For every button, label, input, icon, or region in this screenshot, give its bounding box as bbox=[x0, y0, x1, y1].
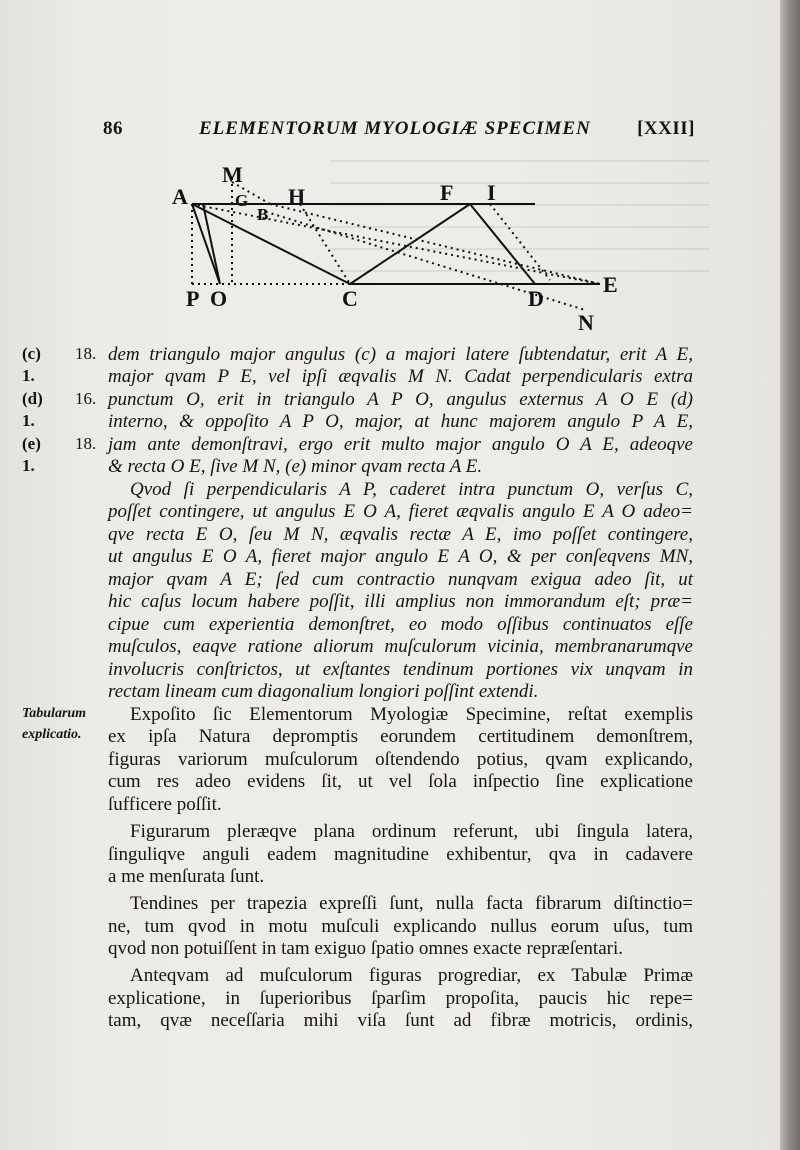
side-label: Tabularum bbox=[22, 706, 87, 721]
text-line: figuras variorum muſculorum oſtendendo potius, qvam explicando, bbox=[108, 749, 693, 770]
margin-note-ref: (d) bbox=[22, 389, 43, 408]
text-line: explicatione, in ſuperioribus ſparſim propoſita, paucis hic repe= bbox=[108, 988, 693, 1009]
label-C: C bbox=[342, 286, 358, 311]
text-line: poſſet contingere, ut angulus E O A, fieret æqvalis angulo E A O adeo= bbox=[108, 501, 693, 522]
text-line: interno, & oppoſito A P O, major, at hunc majorem angulo P A E, bbox=[108, 411, 693, 432]
book-spine-shadow bbox=[780, 0, 800, 1150]
text-line: hic caſus locum habere poſſit, illi amplius non immorandum eſt; præ= bbox=[108, 591, 693, 612]
side-label: explicatio. bbox=[22, 727, 82, 742]
text-line: Tendines per trapezia expreſſi ſunt, nulla facta fibrarum diſtinctio= bbox=[130, 893, 693, 914]
label-P: P bbox=[186, 286, 200, 311]
margin-note-num: 18. bbox=[75, 434, 97, 453]
text-line: a me menſurata ſunt. bbox=[108, 866, 265, 887]
text-line: punctum O, erit in triangulo A P O, angulus externus A O E (d) bbox=[108, 389, 693, 410]
text-line: ſufficere poſſit. bbox=[108, 794, 222, 815]
margin-note-ref: (c) bbox=[22, 344, 41, 363]
text-line: Expoſito ſic Elementorum Myologiæ Specimine, reſtat exemplis bbox=[130, 704, 693, 725]
text-line: cipue cum experientia demonſtret, eo modo oſſibus continuatos eſſe bbox=[108, 614, 693, 635]
label-I: I bbox=[487, 180, 496, 205]
label-D: D bbox=[528, 286, 544, 311]
line-FD bbox=[470, 204, 535, 284]
text-line: major qvam P E, vel ipſi æqvalis M N. Cadat perpendicularis extra bbox=[108, 366, 693, 387]
geometric-diagram bbox=[170, 160, 640, 340]
text-line: Figurarum pleræqve plana ordinum referunt, ubi ſingula latera, bbox=[130, 821, 693, 842]
section-number: [XXII] bbox=[637, 118, 695, 139]
margin-note-num: 16. bbox=[75, 389, 97, 408]
text-line: qve recta E O, ſeu M N, æqvalis rectæ A E, imo poſſet contingere, bbox=[108, 524, 693, 545]
text-line: major qvam A E; ſed cum contractio nunqvam exigua adeo ſit, ut bbox=[108, 569, 693, 590]
text-line: Anteqvam ad muſculorum figuras progrediar, ex Tabulæ Primæ bbox=[130, 965, 693, 986]
text-line: qvod non potuiſſent in tam exiguo ſpatio omnes exacte repræſentari. bbox=[108, 938, 623, 959]
page-header bbox=[103, 118, 695, 144]
line-CF bbox=[350, 204, 470, 284]
margin-note-num: 18. bbox=[75, 344, 97, 363]
text-line: jam ante demonſtravi, ergo erit multo major angulo O A E, adeoqve bbox=[108, 434, 693, 455]
dotted-ID bbox=[490, 204, 550, 280]
label-E: E bbox=[603, 272, 618, 297]
label-A: A bbox=[172, 184, 188, 209]
text-line: ut angulus E O A, fieret major angulo E A O, & per conſeqvens MN, bbox=[108, 546, 693, 567]
text-line: Qvod ſi perpendicularis A P, caderet intra punctum O, verſus C, bbox=[130, 479, 693, 500]
page-number: 86 bbox=[103, 118, 123, 139]
label-M: M bbox=[222, 162, 243, 187]
text-line: & recta O E, ſive M N, (e) minor qvam recta A E. bbox=[108, 456, 483, 477]
margin-note-sub: 1. bbox=[22, 411, 35, 430]
text-line: ſinguliqve anguli eadem magnitudine exhibentur, qva in cadavere bbox=[108, 844, 693, 865]
text-line: rectam lineam cum diagonalium longiori poſſint extendi. bbox=[108, 681, 539, 702]
label-G: G bbox=[235, 191, 249, 210]
label-O: O bbox=[210, 286, 228, 311]
dotted-AE bbox=[192, 204, 600, 284]
margin-note-ref: (e) bbox=[22, 434, 41, 453]
text-line: involucris conſtrictos, ut exſtantes tendinum portiones vix unqvam in bbox=[108, 659, 693, 680]
text-line: cum res adeo evidens ſit, ut vel ſola inſpectio ſine explicatione bbox=[108, 771, 693, 792]
running-title: ELEMENTORUM MYOLOGIÆ SPECIMEN bbox=[199, 118, 591, 139]
text-line: ex ipſa Natura depromptis eorundem certitudinem demonſtrem, bbox=[108, 726, 693, 747]
text-line: muſculos, eaqve ratione aliorum muſculorum vicinia, membranarumqve bbox=[108, 636, 693, 657]
margin-note-sub: 1. bbox=[22, 366, 35, 385]
label-F: F bbox=[440, 180, 454, 205]
text-line: ne, tum qvod in motu muſculi explicando nullus eorum uſus, tum bbox=[108, 916, 693, 937]
label-B: B bbox=[257, 205, 269, 224]
text-line: dem triangulo major angulus (c) a majori latere ſubtendatur, erit A E, bbox=[108, 344, 693, 365]
label-N: N bbox=[578, 310, 594, 335]
text-line: tam, qvæ neceſſaria mihi viſa ſunt ad fibræ motricis, ordinis, bbox=[108, 1010, 693, 1031]
label-H: H bbox=[288, 184, 306, 209]
dotted-HE bbox=[270, 204, 600, 284]
margin-note-sub: 1. bbox=[22, 456, 35, 475]
